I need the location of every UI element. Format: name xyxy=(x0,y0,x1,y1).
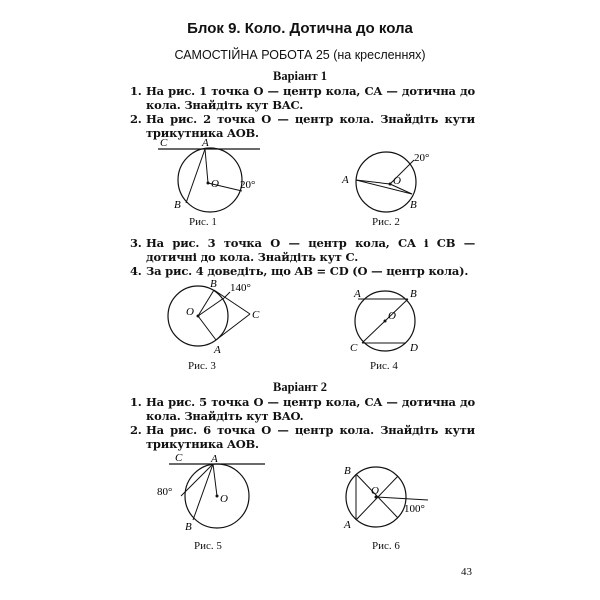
center-point xyxy=(389,183,392,186)
tangent-ca xyxy=(216,314,250,340)
label-o: O xyxy=(388,310,396,322)
angle-ray xyxy=(198,298,224,316)
label-o: O xyxy=(371,485,379,497)
label-c: C xyxy=(350,342,358,354)
caption-fig-3: Рис. 3 xyxy=(188,360,216,372)
angle-label: 20° xyxy=(240,179,256,191)
radius-oa xyxy=(213,464,217,496)
label-o: O xyxy=(211,178,219,190)
label-o: O xyxy=(220,493,228,505)
task-number: 4. xyxy=(130,264,142,278)
center-point xyxy=(384,320,387,323)
task-number: 3. xyxy=(130,236,142,250)
task-v2-1 xyxy=(130,395,475,423)
page-title: Блок 9. Коло. Дотична до кола xyxy=(187,20,413,37)
radius-oa xyxy=(205,149,208,183)
radius-oa xyxy=(356,180,390,184)
circle xyxy=(178,148,242,212)
label-a: A xyxy=(202,137,209,149)
label-a: A xyxy=(344,519,351,531)
task-number: 1. xyxy=(130,84,142,98)
label-d: D xyxy=(410,342,418,354)
label-o: O xyxy=(186,306,194,318)
variant-2-heading: Варіант 2 xyxy=(273,380,327,394)
task-v1-4 xyxy=(130,264,475,278)
angle-label: 100° xyxy=(404,503,425,515)
task-number: 2. xyxy=(130,423,142,437)
task-text: На рис. 6 точка O — центр кола. Знайдіть кути трикутника AOB. xyxy=(146,423,475,451)
center-point xyxy=(197,315,200,318)
page-number: 43 xyxy=(461,566,472,578)
label-b: B xyxy=(174,199,181,211)
figure-2 xyxy=(338,150,448,220)
label-o: O xyxy=(393,175,401,187)
radius-ob xyxy=(198,290,214,316)
label-a: A xyxy=(214,344,221,356)
task-text: На рис. 1 точка O — центр кола, CA — дотична до кола. Знайдіть кут BAC. xyxy=(146,84,475,112)
angle-label: 80° xyxy=(157,486,173,498)
label-b: B xyxy=(344,465,351,477)
label-c: C xyxy=(175,452,183,464)
label-b: B xyxy=(410,199,417,211)
angle-label: 140° xyxy=(230,282,251,294)
label-a: A xyxy=(354,288,361,300)
radius-oa xyxy=(198,316,216,340)
center-point xyxy=(207,182,210,185)
task-text: На рис. 3 точка O — центр кола, CA і CB — дотичні до кола. Знайдіть кут C. xyxy=(146,236,475,264)
task-v2-2 xyxy=(130,423,475,451)
figure-6 xyxy=(338,462,448,537)
angle-leader xyxy=(376,497,428,500)
center-point xyxy=(216,495,219,498)
task-v1-1 xyxy=(130,84,475,112)
task-number: 1. xyxy=(130,395,142,409)
label-c: C xyxy=(252,309,260,321)
label-b: B xyxy=(210,278,217,290)
label-a: A xyxy=(211,453,218,465)
caption-fig-2: Рис. 2 xyxy=(372,216,400,228)
label-b: B xyxy=(410,288,417,300)
label-a: A xyxy=(342,174,349,186)
figure-4 xyxy=(340,285,440,360)
label-c: C xyxy=(160,137,168,149)
caption-fig-6: Рис. 6 xyxy=(372,540,400,552)
task-v1-3 xyxy=(130,236,475,264)
caption-fig-1: Рис. 1 xyxy=(189,216,217,228)
variant-1-heading: Варіант 1 xyxy=(273,69,327,83)
task-text: За рис. 4 доведіть, що AB = CD (O — центр кола). xyxy=(146,264,469,278)
chord-ab xyxy=(356,180,412,194)
figure-3 xyxy=(150,278,270,358)
page-subtitle: САМОСТІЙНА РОБОТА 25 (на кресленнях) xyxy=(174,48,426,62)
angle-label: 20° xyxy=(414,152,430,164)
task-number: 2. xyxy=(130,112,142,126)
task-text: На рис. 5 точка O — центр кола, CA — дотична до кола. Знайдіть кут BAO. xyxy=(146,395,475,423)
task-text: На рис. 2 точка O — центр кола. Знайдіть кути трикутника AOB. xyxy=(146,112,475,140)
chord-ab xyxy=(186,149,205,203)
caption-fig-4: Рис. 4 xyxy=(370,360,398,372)
label-b: B xyxy=(185,521,192,533)
caption-fig-5: Рис. 5 xyxy=(194,540,222,552)
angle-line xyxy=(181,464,213,496)
figure-5 xyxy=(155,452,275,547)
